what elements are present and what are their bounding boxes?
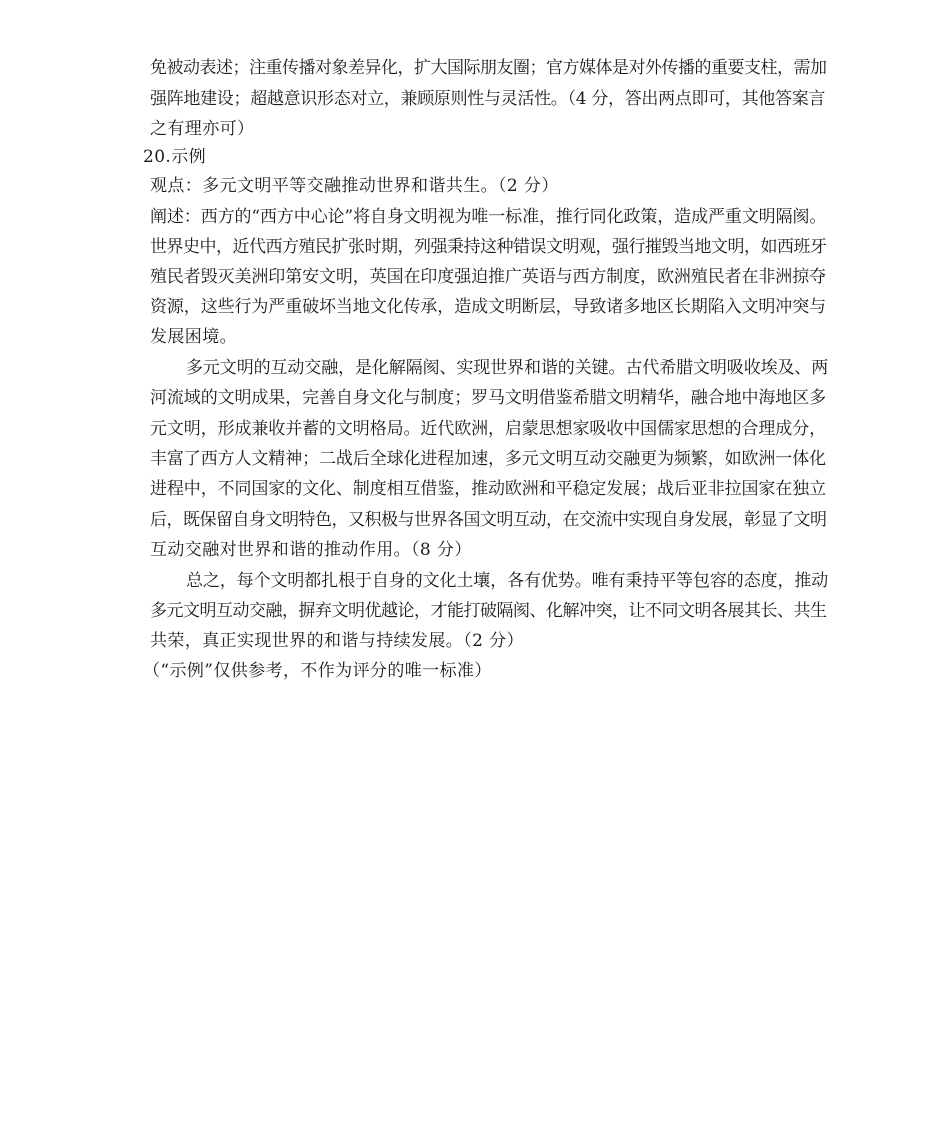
q20-paragraph3-line-2: 多元文明互动交融，摒弃文明优越论，才能打破隔阂、化解冲突，让不同文明各展其长、共生	[150, 601, 827, 621]
q19-line-2: 强阵地建设；超越意识形态对立，兼顾原则性与灵活性。（4 分，答出两点即可，其他答案言	[150, 89, 826, 109]
q20-elaboration-line-5: 发展困境。	[150, 327, 237, 347]
q20-elaboration-line-2: 世界史中，近代西方殖民扩张时期，列强秉持这种错误文明观，强行摧毁当地文明，如西班牙	[150, 237, 827, 257]
q20-viewpoint: 观点：多元文明平等交融推动世界和谐共生。（2 分）	[150, 176, 559, 196]
q20-paragraph2-line-6: 后，既保留自身文明特色，又积极与世界各国文明互动，在交流中实现自身发展，彰显了文明	[150, 510, 827, 530]
q20-heading: 20.示例	[143, 147, 207, 167]
q20-paragraph3-line-1: 总之，每个文明都扎根于自身的文化土壤，各有优势。唯有秉持平等包容的态度，推动	[186, 571, 829, 591]
q20-paragraph3-line-3: 共荣，真正实现世界的和谐与持续发展。（2 分）	[150, 631, 524, 651]
q20-paragraph2-line-7: 互动交融对世界和谐的推动作用。（8 分）	[150, 540, 472, 560]
q20-paragraph2-line-4: 丰富了西方人文精神；二战后全球化进程加速，多元文明互动交融更为频繁，如欧洲一体化	[150, 449, 826, 469]
q20-note: （“示例”仅供参考，不作为评分的唯一标准）	[143, 661, 492, 681]
q20-paragraph2-line-2: 河流域的文明成果，完善自身文化与制度；罗马文明借鉴希腊文明精华，融合地中海地区多	[150, 388, 826, 408]
q19-line-3: 之有理亦可）	[150, 119, 255, 139]
q20-paragraph2-line-1: 多元文明的互动交融，是化解隔阂、实现世界和谐的关键。古代希腊文明吸收埃及、两	[186, 358, 829, 378]
q20-paragraph2-line-5: 进程中，不同国家的文化、制度相互借鉴，推动欧洲和平稳定发展；战后亚非拉国家在独立	[150, 479, 826, 499]
q19-line-1: 免被动表述；注重传播对象差异化，扩大国际朋友圈；官方媒体是对外传播的重要支柱，需加	[150, 58, 827, 78]
q20-elaboration-line-1: 阐述：西方的“西方中心论”将自身文明视为唯一标准，推行同化政策，造成严重文明隔阂。	[150, 207, 827, 227]
q20-paragraph2-line-3: 元文明，形成兼收并蓄的文明格局。近代欧洲，启蒙思想家吸收中国儒家思想的合理成分，	[150, 419, 826, 439]
q20-elaboration-line-3: 殖民者毁灭美洲印第安文明，英国在印度强迫推广英语与西方制度，欧洲殖民者在非洲掠夺	[150, 267, 826, 287]
q20-elaboration-line-4: 资源，这些行为严重破坏当地文化传承，造成文明断层，导致诸多地区长期陷入文明冲突与	[150, 297, 826, 317]
